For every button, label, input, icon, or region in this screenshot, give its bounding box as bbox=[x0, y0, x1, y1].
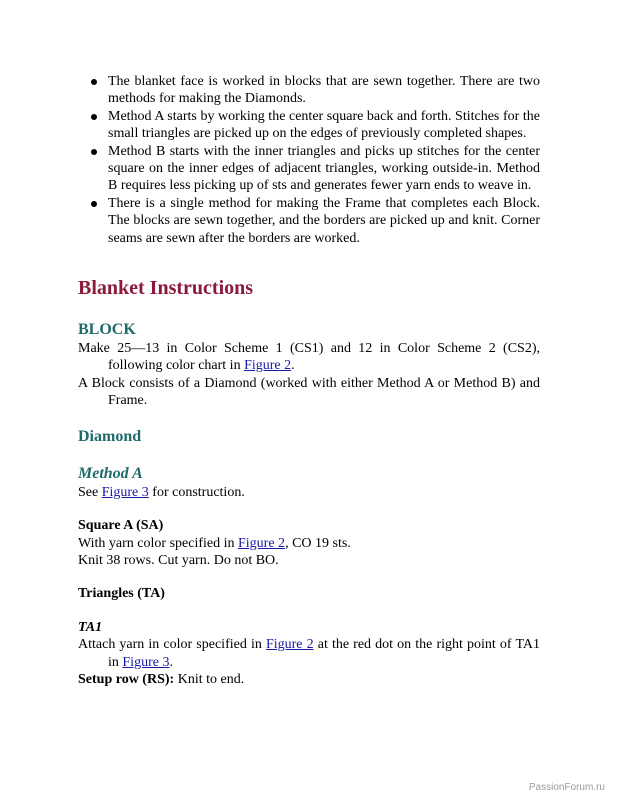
bullet-item: Method B starts with the inner triangles and picks up stitches for the center square on the inner edges of adjacent triangles, working outside-in. Method B requires less picking up of sts and generates fewer yarn ends to weave in. bbox=[78, 143, 540, 195]
square-a-rows: Knit 38 rows. Cut yarn. Do not BO. bbox=[78, 552, 279, 568]
setup-row-label: Setup row (RS): bbox=[78, 671, 175, 687]
method-a-heading: Method A bbox=[78, 464, 143, 482]
square-a-text-end: , CO 19 sts. bbox=[285, 535, 351, 551]
block-text: Make 25—13 in Color Scheme 1 (CS1) and 12 in Color Scheme 2 (CS2), following color chart in bbox=[78, 341, 540, 374]
figure-2-link[interactable]: Figure 2 bbox=[265, 637, 314, 653]
ta1-text: Attach yarn in color specified in bbox=[78, 637, 266, 653]
block-text-end: . bbox=[291, 358, 295, 374]
square-a-cast-on bbox=[78, 535, 540, 552]
block-paragraph-composition: A Block consists of a Diamond (worked with either Method A or Method B) and Frame. bbox=[78, 375, 540, 409]
ta1-attach-instruction bbox=[78, 636, 540, 671]
figure-2-link[interactable]: Figure 2 bbox=[244, 358, 292, 374]
figure-3-link[interactable]: Figure 3 bbox=[101, 484, 149, 500]
triangles-heading: Triangles (TA) bbox=[78, 586, 165, 602]
figure-2-link[interactable]: Figure 2 bbox=[238, 535, 286, 551]
document-page bbox=[78, 73, 540, 688]
construction-note bbox=[78, 484, 540, 501]
bullet-item: There is a single method for making the Frame that completes each Block. The blocks are sewn together, and the borders are picked up and knit. Corner seams are sewn after the borders are worked. bbox=[78, 195, 540, 247]
ta1-heading: TA1 bbox=[78, 619, 103, 635]
construction-note-text-end: for construction. bbox=[148, 484, 245, 500]
block-heading: BLOCK bbox=[78, 321, 136, 339]
setup-row bbox=[78, 671, 540, 688]
block-paragraph-count bbox=[78, 340, 540, 375]
square-a-text: With yarn color specified in bbox=[78, 535, 238, 551]
ta1-text-mid: at the red dot on the right point of TA1 in bbox=[108, 637, 540, 670]
square-a-heading: Square A (SA) bbox=[78, 518, 164, 534]
figure-3-link[interactable]: Figure 3 bbox=[122, 654, 170, 670]
setup-row-text: Knit to end. bbox=[174, 671, 245, 687]
ta1-text-end: . bbox=[169, 654, 173, 670]
watermark: PassionForum.ru bbox=[528, 782, 605, 793]
bullet-item: Method A starts by working the center square back and forth. Stitches for the small triangles are picked up on the edges of previously completed shapes. bbox=[78, 108, 540, 143]
bullet-item: The blanket face is worked in blocks that are sewn together. There are two methods for making the Diamonds. bbox=[78, 73, 540, 108]
construction-note-text: See bbox=[78, 484, 102, 500]
diamond-heading: Diamond bbox=[78, 427, 142, 445]
overview-bullet-list bbox=[78, 73, 540, 247]
section-title: Blanket Instructions bbox=[78, 277, 254, 300]
